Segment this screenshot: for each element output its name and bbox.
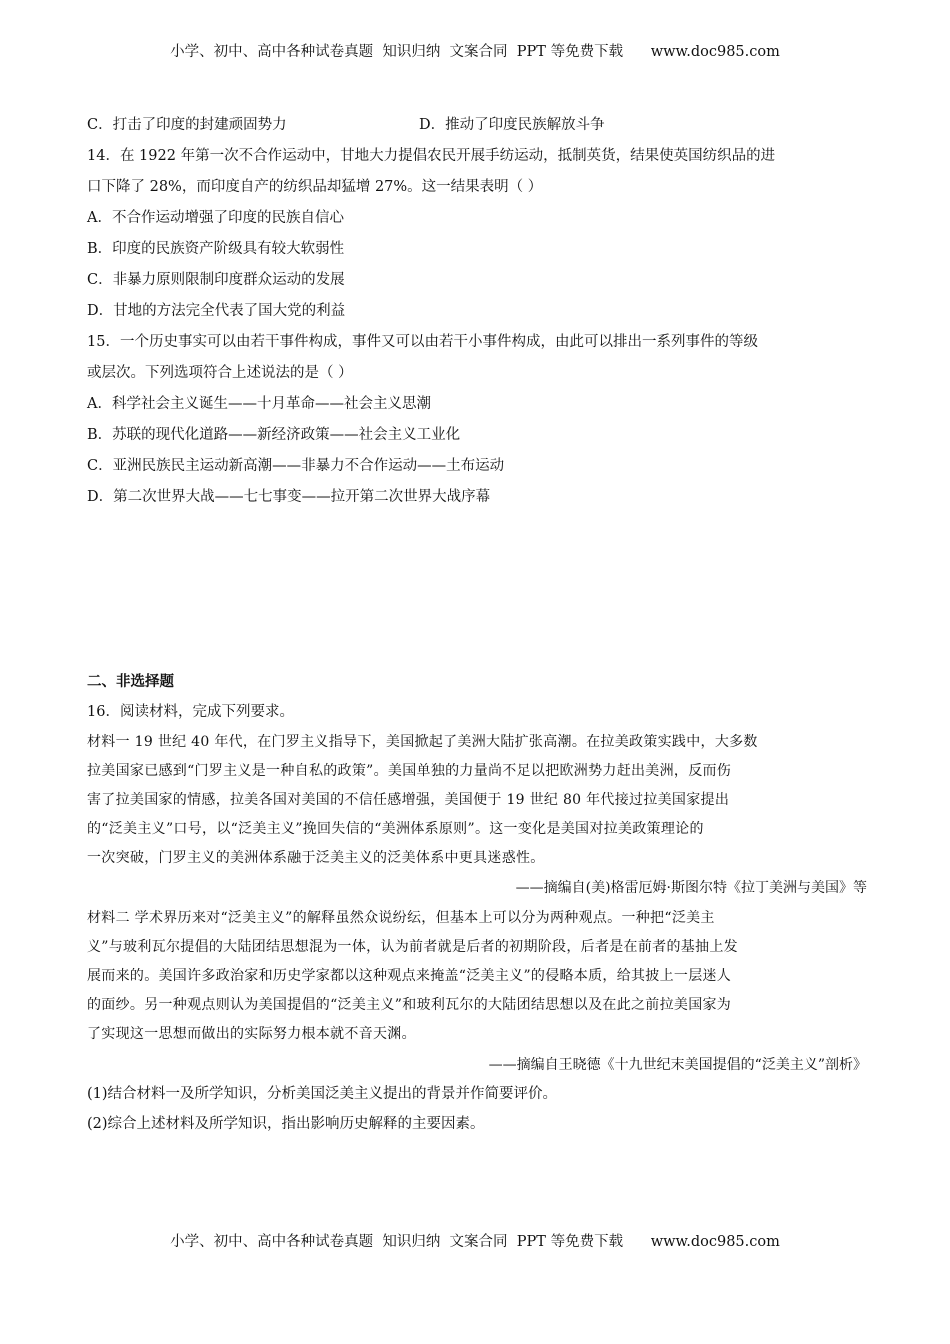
- q13-option-d: D．推动了印度民族解放斗争: [419, 117, 605, 133]
- material1-line: 材料一 19 世纪 40 年代，在门罗主义指导下，美国掀起了美洲大陆扩张高潮。在拉美政策实践中，大多数: [87, 734, 758, 750]
- material1-line: 害了拉美国家的情感，拉美各国对美国的不信任感增强，美国便于 19 世纪 80 年代接过拉美国家提出: [87, 792, 730, 808]
- material1-line: 一次突破，门罗主义的美洲体系融于泛美主义的泛美体系中更具迷惑性。: [87, 850, 545, 866]
- material1-line: 拉美国家已感到“门罗主义是一种自私的政策”。美国单独的力量尚不足以把欧洲势力赶出美洲，反而伤: [87, 763, 732, 779]
- q15-option-b: B．苏联的现代化道路——新经济政策——社会主义工业化: [87, 427, 461, 443]
- q16-stem: 16．阅读材料，完成下列要求。: [87, 704, 294, 720]
- q14-option-d: D．甘地的方法完全代表了国大党的利益: [87, 303, 346, 319]
- q15-option-a: A．科学社会主义诞生——十月革命——社会主义思潮: [87, 396, 431, 412]
- q14-option-b: B．印度的民族资产阶级具有较大软弱性: [87, 241, 345, 257]
- q14-stem-line1: 14．在 1922 年第一次不合作运动中，甘地大力提倡农民开展手纺运动，抵制英货，结果使英国纺织品的进: [87, 148, 776, 164]
- q15-stem-line1: 15．一个历史事实可以由若干事件构成，事件又可以由若干小事件构成，由此可以排出一系列事件的等级: [87, 334, 758, 350]
- q13-options-row: [87, 113, 867, 134]
- q16-sub-question-2: (2)综合上述材料及所学知识，指出影响历史解释的主要因素。: [87, 1116, 485, 1132]
- q15-option-c: C．亚洲民族民主运动新高潮——非暴力不合作运动——土布运动: [87, 458, 505, 474]
- material2-line: 展而来的。美国许多政治家和历史学家都以这种观点来掩盖“泛美主义”的侵略本质，给其披上一层迷人: [87, 968, 732, 984]
- q16-sub-question-1: (1)结合材料一及所学知识，分析美国泛美主义提出的背景并作简要评价。: [87, 1086, 558, 1102]
- q14-stem-line2: 口下降了 28%，而印度自产的纺织品却猛增 27%。这一结果表明（ ）: [87, 179, 543, 195]
- material1-line: 的“泛美主义”口号，以“泛美主义”挽回失信的“美洲体系原则”。这一变化是美国对拉美政策理论的: [87, 821, 704, 837]
- material2-source: ——摘编自王晓德《十九世纪末美国提倡的“泛美主义”剖析》: [488, 1057, 867, 1073]
- material2-line: 材料二 学术界历来对“泛美主义”的解释虽然众说纷纭，但基本上可以分为两种观点。一种把“泛美主: [87, 910, 715, 926]
- page-footer: 小学、初中、高中各种试卷真题 知识归纳 文案合同 PPT 等免费下载 www.doc985.com: [170, 1234, 780, 1250]
- material2-line: 了实现这一思想而做出的实际努力根本就不音天渊。: [87, 1026, 416, 1042]
- section-title: 二、非选择题: [87, 674, 174, 690]
- q14-option-c: C．非暴力原则限制印度群众运动的发展: [87, 272, 345, 288]
- q13-option-c: C．打击了印度的封建顽固势力: [87, 117, 287, 133]
- material2-line: 义”与玻利瓦尔提倡的大陆团结思想混为一体，认为前者就是后者的初期阶段，后者是在前者的基抽上发: [87, 939, 738, 955]
- page-header: 小学、初中、高中各种试卷真题 知识归纳 文案合同 PPT 等免费下载 www.doc985.com: [170, 44, 780, 60]
- q15-option-d: D．第二次世界大战——七七事变——拉开第二次世界大战序幕: [87, 489, 491, 505]
- material1-source: ——摘编自(美)格雷厄姆·斯图尔特《拉丁美洲与美国》等: [515, 880, 867, 896]
- q14-option-a: A．不合作运动增强了印度的民族自信心: [87, 210, 344, 226]
- q15-stem-line2: 或层次。下列选项符合上述说法的是（ ）: [87, 365, 353, 381]
- material2-line: 的面纱。另一种观点则认为美国提倡的“泛美主义”和玻利瓦尔的大陆团结思想以及在此之前拉美国家为: [87, 997, 732, 1013]
